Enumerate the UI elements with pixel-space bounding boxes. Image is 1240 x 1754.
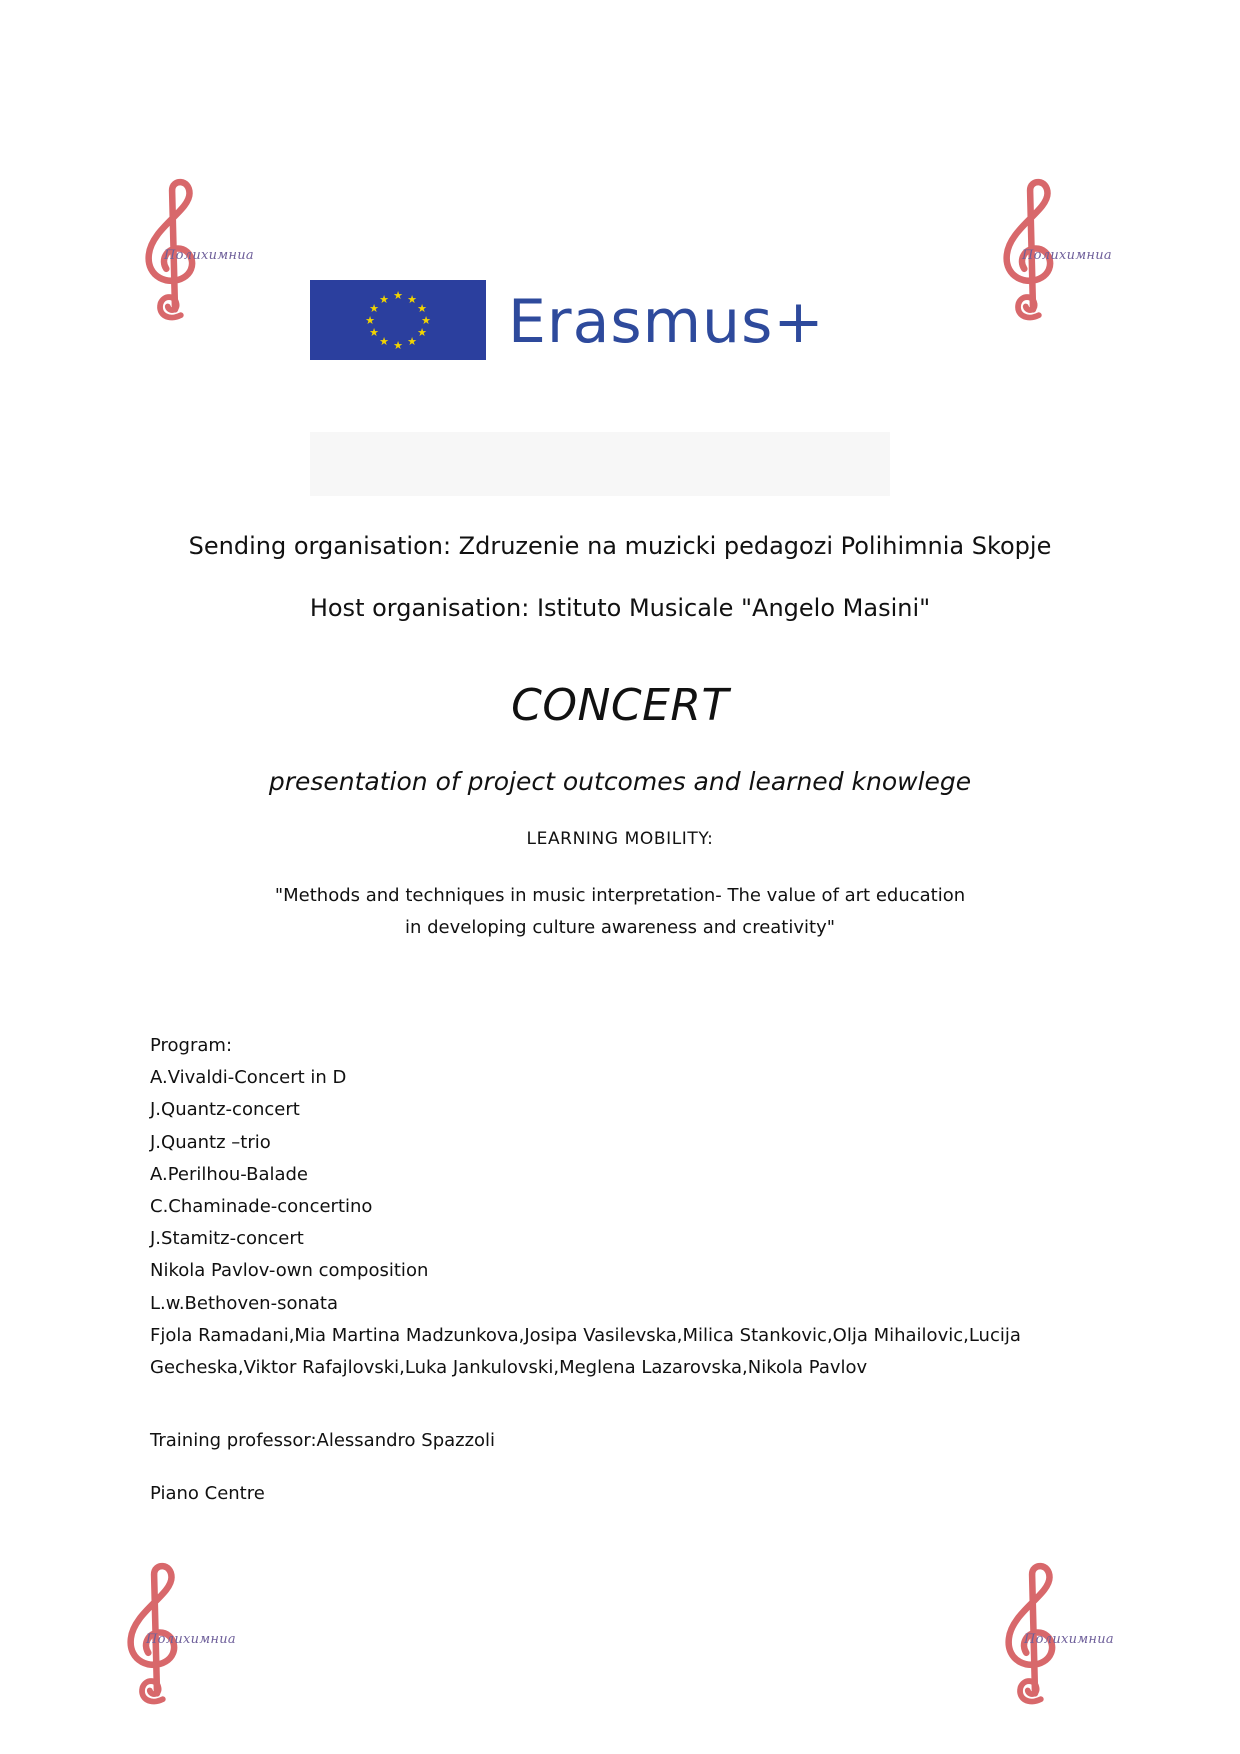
program-item: J.Quantz-concert [150,1099,300,1121]
concert-subtitle: presentation of project outcomes and learned knowlege [268,767,972,796]
mobility-title-line-2: in developing culture awareness and creativity" [404,917,836,938]
venue: Piano Centre [150,1483,265,1504]
learning-mobility-title [0,880,1240,944]
polihimnia-logo-top-right [988,176,1128,326]
svg-text:★: ★ [421,314,431,327]
learning-mobility-label: LEARNING MOBILITY: [526,829,714,849]
logo-shadow [310,432,890,496]
program-item: J.Stamitz-concert [150,1228,304,1250]
logo-text: Полихимниа [1022,248,1112,263]
svg-text:★: ★ [393,339,403,352]
concert-title: CONCERT [511,680,729,731]
mobility-title-line-1: "Methods and techniques in music interpretation- The value of art education [274,885,966,906]
program-item: L.w.Bethoven-sonata [150,1292,338,1314]
svg-text:★: ★ [417,326,427,339]
svg-text:★: ★ [369,302,379,315]
performers-list: Fjola Ramadani,Mia Martina Madzunkova,Josipa Vasilevska,Milica Stankovic,Olja Mihailovic,Lucija Gecheska,Viktor Rafajlovski,Luka Jankulovski,Meglena Lazarovska,Nikola Pavlov [150,1324,1021,1379]
erasmus-plus-logo [310,280,890,362]
program-heading: Program: [150,1035,233,1056]
program-item: J.Quantz –trio [150,1131,271,1153]
sending-organisation: Sending organisation: Zdruzenie na muzicki pedagozi Polihimnia Skopje [188,532,1052,560]
program-item: C.Chaminade-concertino [150,1196,373,1218]
polihimnia-logo-bottom-left [112,1560,252,1710]
program-section [150,1030,1110,1384]
svg-text:★: ★ [407,335,417,348]
program-item: Nikola Pavlov-own composition [150,1260,429,1282]
svg-text:★: ★ [365,314,375,327]
host-organisation: Host organisation: Istituto Musicale "Angelo Masini" [309,594,931,622]
svg-text:★: ★ [369,326,379,339]
polihimnia-logo-top-left [130,176,270,326]
logo-text: Полихимниа [164,248,254,263]
svg-text:★: ★ [393,289,403,302]
program-item: A.Vivaldi-Concert in D [150,1067,347,1089]
logo-text: Полихимниа [1024,1632,1114,1647]
training-professor: Training professor:Alessandro Spazzoli [150,1430,496,1451]
logo-text: Полихимниа [146,1632,236,1647]
polihimnia-logo-bottom-right [990,1560,1130,1710]
svg-text:★: ★ [379,335,389,348]
erasmus-wordmark: Erasmus+ [508,287,825,357]
svg-text:★: ★ [379,293,389,306]
eu-flag-icon [310,280,486,360]
svg-text:★: ★ [407,293,417,306]
svg-text:★: ★ [417,302,427,315]
program-item: A.Perilhou-Balade [150,1163,309,1185]
